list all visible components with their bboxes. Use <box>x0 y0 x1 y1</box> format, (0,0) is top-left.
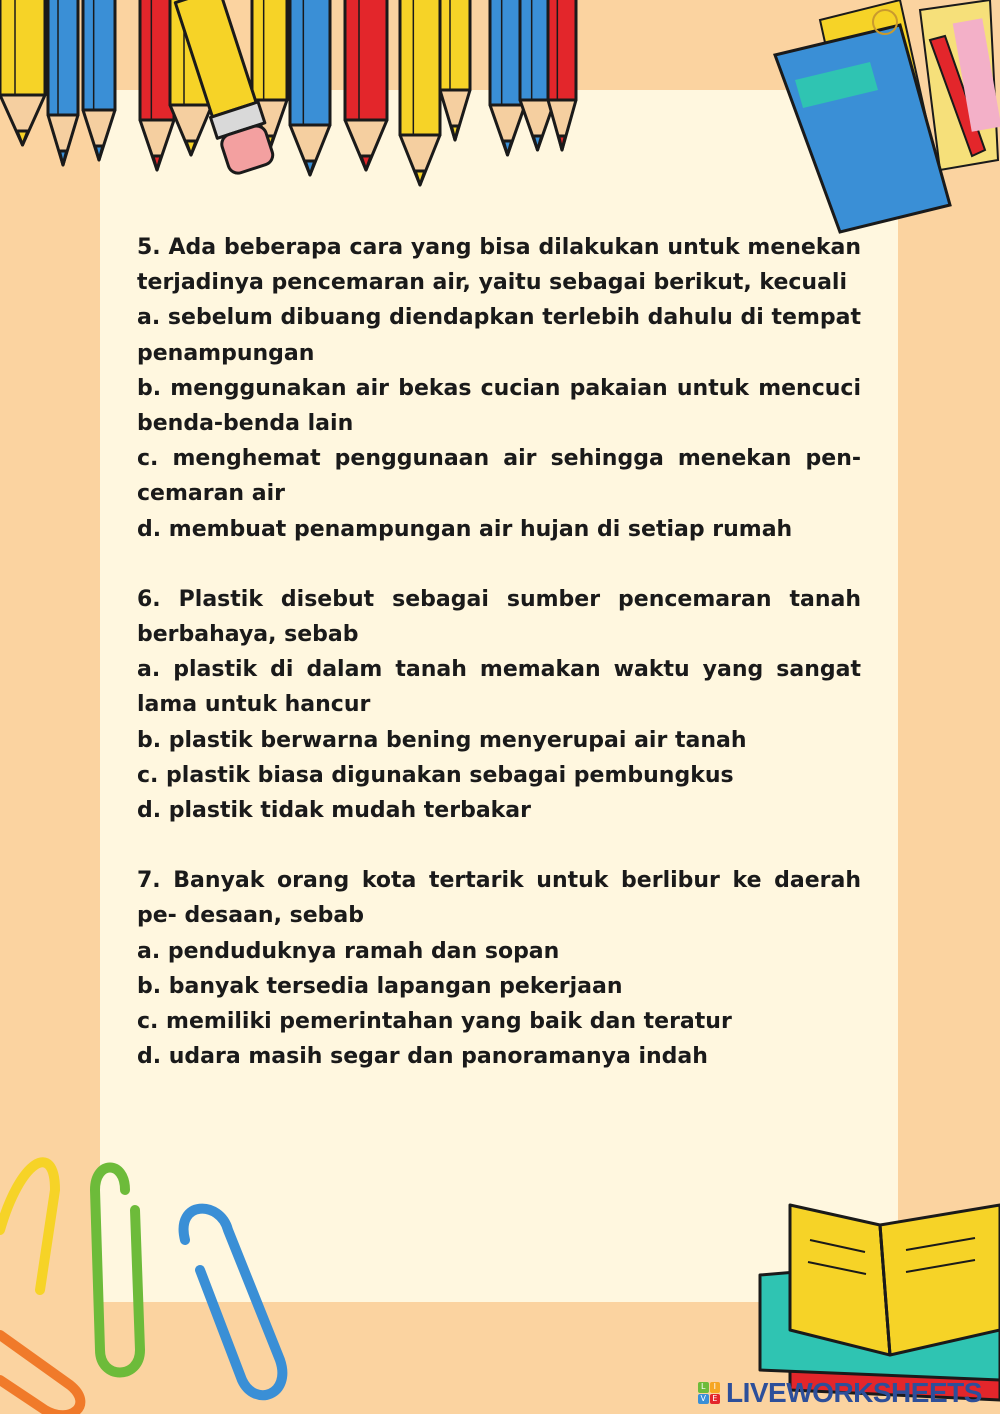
liveworksheets-logo <box>698 1376 982 1410</box>
pencil-lead <box>533 136 541 150</box>
question-6 <box>137 582 861 828</box>
answer-option[interactable]: c. memiliki pemerintahan yang baik dan teratur <box>137 1009 732 1035</box>
pencil-lead <box>95 146 103 160</box>
pencil-body <box>440 0 470 90</box>
pencil-lead <box>153 156 161 170</box>
answer-option[interactable]: b. banyak tersedia lapangan pekerjaan <box>137 973 623 999</box>
answer-option[interactable]: d. membuat penampungan air hujan di setiap rumah <box>137 516 793 542</box>
pencil-body <box>400 0 440 135</box>
answer-option[interactable]: c. plastik biasa digunakan sebagai pembungkus <box>137 762 734 788</box>
logo-mark-letter: I <box>710 1382 721 1393</box>
pencil-lead <box>59 151 66 165</box>
answer-option[interactable]: c. menghemat penggunaan air sehingga menekan pen- cemaran air <box>137 446 861 507</box>
pencil-lead <box>305 161 315 175</box>
pencil-lead <box>559 136 566 150</box>
paperclips-icon <box>0 1162 282 1414</box>
pencil-lead <box>361 156 371 170</box>
question-stem: 7. Banyak orang kota tertarik untuk berlibur ke daerah pe- desaan, sebab <box>137 868 861 929</box>
logo-mark-letter: L <box>698 1382 709 1393</box>
answer-option[interactable]: d. udara masih segar dan panoramanya indah <box>137 1044 708 1070</box>
answer-option[interactable]: d. plastik tidak mudah terbakar <box>137 798 531 824</box>
blue-book-icon <box>775 0 1000 232</box>
logo-mark-icon <box>698 1382 720 1404</box>
question-stem: 5. Ada beberapa cara yang bisa dilakukan untuk menekan terjadinya pencemaran air, yaitu sebagai berikut, kecuali <box>137 235 861 296</box>
pencil-lead <box>186 141 196 155</box>
pencil-lead <box>17 131 28 145</box>
pencil-lead <box>503 141 511 155</box>
logo-mark-letter: V <box>698 1394 709 1405</box>
answer-option[interactable]: a. sebelum dibuang diendapkan terlebih dahulu di tempat penampungan <box>137 305 861 366</box>
question-stem: 6. Plastik disebut sebagai sumber pencemaran tanah berbahaya, sebab <box>137 586 861 648</box>
pencil-body <box>0 0 45 95</box>
answer-option[interactable]: b. plastik berwarna bening menyerupai air tanah <box>137 727 747 753</box>
logo-text: LIVEWORKSHEETS <box>726 1377 982 1408</box>
pencil-body <box>252 0 287 100</box>
pencil-body <box>548 0 576 100</box>
pencil-body <box>345 0 387 120</box>
logo-mark-letter: E <box>710 1394 721 1405</box>
question-5 <box>137 230 861 547</box>
answer-option[interactable]: a. penduduknya ramah dan sopan <box>137 938 560 964</box>
answer-option[interactable]: a. plastik di dalam tanah memakan waktu yang sangat lama untuk hancur <box>137 657 861 718</box>
pencil-lead <box>451 126 458 140</box>
pencil-body <box>83 0 115 110</box>
answer-option[interactable]: b. menggunakan air bekas cucian pakaian untuk mencuci benda-benda lain <box>137 375 861 437</box>
question-list <box>137 230 861 1109</box>
pencil-lead <box>415 171 425 185</box>
pencil-body <box>290 0 330 125</box>
pencil-body <box>48 0 78 115</box>
question-7 <box>137 863 861 1074</box>
open-book-icon <box>760 1205 1000 1400</box>
pencils-icon <box>0 0 576 185</box>
